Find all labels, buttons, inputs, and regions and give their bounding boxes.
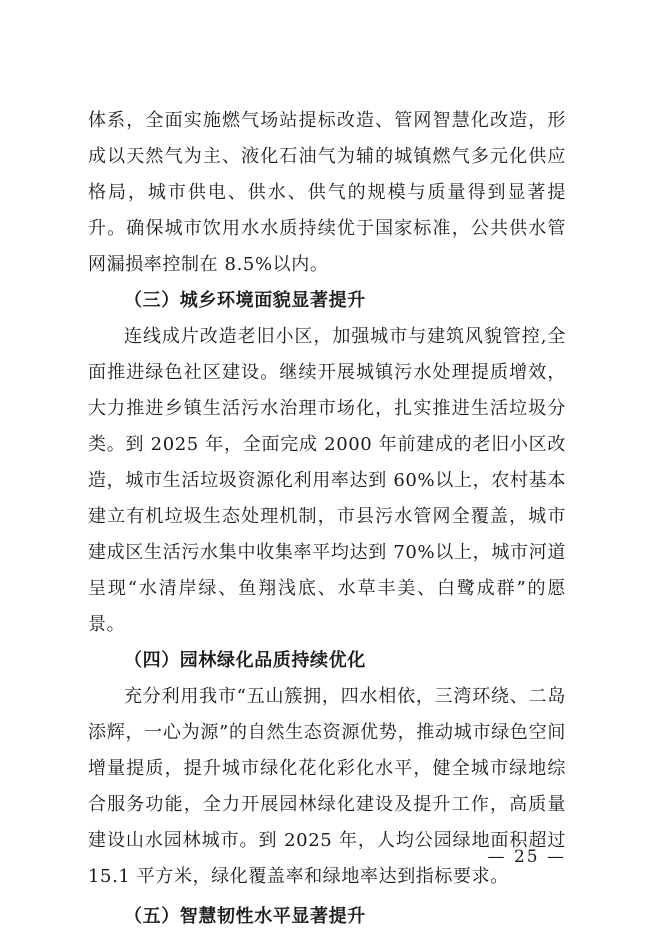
- paragraph-environment: 连线成片改造老旧小区，加强城市与建筑风貌管控,全面推进绿色社区建设。继续开展城镇污水处理提质增效，大力推进乡镇生活污水治理市场化，扎实推进生活垃圾分类。到 2025 年，全面完成 2000 年前建成的老旧小区改造，城市生活垃圾资源化利用率达到 60%以上，农村基本建立有机垃圾生态处理机制，市县污水管网全覆盖，城市建成区生活污水集中收集率平均达到 70%以上，城市河道呈现“水清岸绿、鱼翔浅底、水草丰美、白鹭成群”的愿景。: [88, 326, 566, 635]
- section-heading-4: （四）园林绿化品质持续优化: [124, 650, 366, 671]
- section-heading-3: （三）城乡环境面貌显著提升: [124, 290, 366, 311]
- document-body: [88, 103, 566, 935]
- paragraph-greening: 充分利用我市“五山簇拥，四水相依，三湾环绕、二岛添辉，一心为源”的自然生态资源优势，推动城市绿色空间增量提质，提升城市绿化花化彩化水平，健全城市绿地综合服务功能，全力开展园林绿化建设及提升工作，高质量建设山水园林城市。到 2025 年，人均公园绿地面积超过 15.1 平方米，绿化覆盖率和绿地率达到指标要求。: [88, 686, 566, 887]
- page-number: — 25 —: [487, 847, 566, 867]
- paragraph-utilities: 体系，全面实施燃气场站提标改造、管网智慧化改造，形成以天然气为主、液化石油气为辅的城镇燃气多元化供应格局，城市供电、供水、供气的规模与质量得到显著提升。确保城市饮用水水质持续优于国家标准，公共供水管网漏损率控制在 8.5%以内。: [88, 110, 566, 275]
- section-heading-5: （五）智慧韧性水平显著提升: [124, 906, 366, 927]
